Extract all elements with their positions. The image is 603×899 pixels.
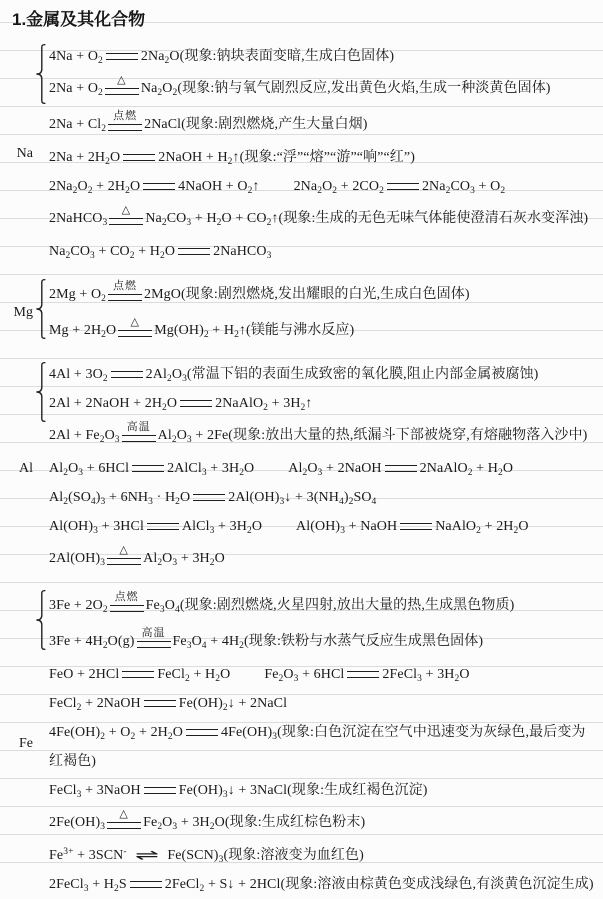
equation-text: $Na_2CO_3 + H_2O$ + $CO_2↑$(现象:生成的无色无味气体能使澄清石灰水变浑浊): [145, 211, 589, 228]
double-line-equals-icon: [106, 53, 138, 60]
equation-row: [49, 660, 597, 689]
conditioned-equals: [107, 544, 141, 565]
equation-text: $2Al_2O_3$(常温下铝的表面生成致密的氧化膜,阻止内部金属被腐蚀): [145, 367, 539, 384]
equation-row: [49, 718, 597, 776]
group-label: Mg: [13, 305, 33, 320]
equation-text: NaAlO$_2$ + $2H_2O$: [435, 519, 529, 536]
equation-text: 2FeCl$_3$ + $H_2S$: [49, 877, 127, 894]
equation-text: $Al_2O_3 + 3H_2O$: [143, 551, 225, 568]
equation-text: FeCl$_3$ + 3NaOH: [49, 783, 141, 800]
page-title: 1.金属及其化合物: [12, 10, 146, 29]
conditioned-equals: [137, 627, 171, 648]
equation-row: [49, 277, 597, 313]
equation-text: $3Fe + 4H_2O(g)$: [49, 634, 135, 651]
equation-text: 2NaHCO$_3$: [213, 244, 272, 261]
double-line-equals-icon: [122, 435, 156, 442]
equation-text: 2NaCl(现象:剧烈燃烧,产生大量白烟): [144, 117, 368, 132]
equation-text: $2Na + 2H_2O$: [49, 150, 121, 167]
conditioned-equals: [108, 110, 142, 131]
double-line-equals-icon: [144, 700, 176, 707]
equation-text: $2Na + Cl_2$: [49, 117, 107, 134]
equation-row: [49, 588, 597, 624]
equation-text: FeCl$_2$ + $H_2O$: [157, 667, 231, 684]
equation-text: $Al_2(SO_4)_3 + 6NH_3 \cdot H_2O$: [49, 490, 191, 507]
equation-text: 2NaHCO$_3$: [49, 211, 108, 228]
conditioned-equals: [108, 280, 142, 301]
double-line-equals-icon: [108, 124, 142, 131]
conditioned-equals: [107, 808, 141, 829]
double-line-equals-icon: [132, 465, 164, 472]
group-label: Al: [19, 460, 33, 476]
double-line-equals-icon: [111, 371, 143, 378]
equation-text: $Fe(OH)_2↓$ + 2NaCl: [178, 696, 288, 713]
equation-text: $2Al(OH)_3$: [49, 551, 106, 568]
sections-container: [10, 42, 597, 899]
equation-text: $4Na + O_2$: [49, 49, 103, 66]
equation-row: [49, 143, 597, 172]
double-line-equals-icon: [109, 218, 143, 225]
section-mg: [10, 277, 597, 349]
double-line-equals-icon: [108, 294, 142, 301]
equation-row: [49, 42, 597, 71]
double-line-equals-icon: [122, 671, 154, 678]
equation-text: $4Fe(OH)_2 + O_2 + 2H_2O$: [49, 725, 183, 742]
equation-text: $Al_2O_3 + 2Fe$(现象:放出大量的热,纸漏斗下部被烧穿,有熔融物落入沙中): [157, 428, 588, 445]
conditioned-equals: [110, 591, 144, 612]
double-line-equals-icon: [193, 494, 225, 501]
equation-text: $2Na_2O_2 + 2H_2O$: [49, 179, 141, 196]
section-fe: [10, 588, 597, 899]
equation-text: $2Fe(OH)_3$: [49, 815, 106, 832]
equation-text: $Al(OH)_3 + 3HCl$: [49, 519, 144, 536]
equation-rows: [46, 277, 597, 349]
section-side: [10, 277, 46, 349]
reaction-condition-label: △: [130, 316, 140, 329]
equation-text: $Mg(OH)_2$ + $H_2↑$(镁能与沸水反应): [154, 323, 355, 340]
equation-text: 2FeCl$_2$ + S↓ + 2HCl(现象:溶液由棕黄色变成浅绿色,有淡黄色沉淀生成): [164, 877, 594, 894]
equation-text: $2Na + O_2$: [49, 81, 103, 98]
equation-row: [49, 624, 597, 660]
equation-row: [49, 201, 597, 237]
equation-text: $Fe_3O_4 + 4H_2$(现象:铁粉与水蒸气反应生成黑色固体): [172, 634, 484, 651]
equation-text: $Mg + 2H_2O$: [49, 323, 117, 340]
reaction-condition-label: 高温: [126, 421, 151, 434]
equation-text: $Al_2O_3 + 6HCl$: [49, 461, 130, 478]
conditioned-equals: [105, 74, 139, 95]
double-line-equals-icon: [385, 465, 417, 472]
equation-row: [49, 71, 597, 107]
double-line-equals-icon: [400, 523, 432, 530]
conditioned-equals: [118, 316, 152, 337]
equation-text: AlCl$_3$ + $3H_2O$: [181, 519, 263, 536]
section-side: [10, 360, 46, 577]
equation-row: [49, 389, 597, 418]
left-curly-brace-icon: [34, 44, 46, 104]
double-line-equals-icon: [387, 183, 419, 190]
equation-text: $2Na_2CO_3 + O_2$: [421, 179, 506, 196]
equilibrium-arrows-icon: ⇌: [134, 846, 160, 864]
section-side: [10, 42, 46, 266]
section-na: [10, 42, 597, 266]
equation-text: $4Al + 3O_2$: [49, 367, 108, 384]
equation-text: $Al_2O_3$ + 2NaOH: [288, 461, 382, 478]
double-line-equals-icon: [137, 641, 171, 648]
equation-text: $3Fe + 2O_2$: [49, 598, 108, 615]
equation-rows: [46, 360, 597, 577]
reaction-condition-label: △: [119, 808, 129, 821]
double-line-equals-icon: [178, 248, 210, 255]
equation-row: [49, 870, 597, 899]
left-curly-brace-icon: [34, 279, 46, 339]
equation-text: $2Mg + O_2$: [49, 287, 107, 304]
double-line-equals-icon: [107, 822, 141, 829]
equation-rows: [46, 42, 597, 266]
equation-row: [49, 776, 597, 805]
equation-row: [49, 805, 597, 841]
group-label: Fe: [19, 735, 33, 751]
equation-text: 2FeCl$_3$ + $3H_2O$: [382, 667, 470, 684]
reaction-condition-label: △: [119, 544, 129, 557]
equation-text: 2AlCl$_3$ + $3H_2O$: [167, 461, 255, 478]
equation-text: $Fe^{3+} + 3SCN^-$: [49, 847, 127, 863]
double-line-equals-icon: [130, 881, 162, 888]
equation-text: 2Al + 2NaOH + $2H_2O$: [49, 396, 178, 413]
equation-row: [49, 483, 597, 512]
section-al: [10, 360, 597, 577]
equation-text: $Al(OH)_3$ + NaOH: [296, 519, 398, 536]
equation-text: $Na_2O_2$(现象:钠与氧气剧烈反应,发出黄色火焰,生成一种淡黄色固体): [140, 81, 551, 98]
double-line-equals-icon: [107, 558, 141, 565]
reaction-condition-label: 点燃: [113, 280, 138, 293]
equation-text: $Fe_3O_4$(现象:剧烈燃烧,火星四射,放出大量的热,生成黑色物质): [145, 598, 515, 615]
equation-text: $Na_2CO_3 + CO_2 + H_2O$: [49, 244, 176, 261]
equation-text: $2Al + Fe_2O_3$: [49, 428, 120, 445]
equation-text: $2Al(OH)_3↓ + 3(NH_4)_2SO_4$: [228, 490, 377, 507]
equation-text: FeCl$_2$ + 2NaOH: [49, 696, 141, 713]
double-line-equals-icon: [110, 605, 144, 612]
left-curly-brace-icon: [34, 590, 46, 650]
equation-text: $Fe(SCN)_3$(现象:溶液变为血红色): [167, 848, 364, 865]
equation-row: [49, 689, 597, 718]
double-line-equals-icon: [180, 400, 212, 407]
conditioned-equals: [109, 204, 143, 225]
double-line-equals-icon: [144, 787, 176, 794]
reaction-condition-label: △: [121, 204, 132, 217]
reaction-condition-label: 点燃: [114, 591, 139, 604]
double-line-equals-icon: [143, 183, 175, 190]
conditioned-equals: [122, 421, 156, 442]
equation-row: [49, 541, 597, 577]
equation-row: [49, 360, 597, 389]
equation-row: [49, 454, 597, 483]
equation-text: $4Fe(OH)_3$(现象:白色沉淀在空气中迅速变为灰绿色,最后变为红褐色): [49, 725, 586, 769]
equation-text: 2NaOH + $H_2↑$(现象:“浮”“熔”“游”“响”“红”): [158, 150, 415, 167]
reaction-condition-label: 高温: [141, 627, 166, 640]
equation-row: [49, 841, 597, 870]
group-label: Na: [16, 146, 33, 161]
equation-text: $Fe_2O_3 + 3H_2O$(现象:生成红棕色粉末): [143, 815, 366, 832]
equation-row: [49, 172, 597, 201]
equation-row: [49, 512, 597, 541]
equation-text: 4NaOH + $O_2↑$: [178, 179, 260, 196]
equation-row: [49, 313, 597, 349]
equation-text: 2MgO(现象:剧烈燃烧,发出耀眼的白光,生成白色固体): [144, 287, 470, 302]
reaction-condition-label: 点燃: [113, 110, 138, 123]
double-line-equals-icon: [118, 330, 152, 337]
equation-text: 2NaAlO$_2$ + $H_2O$: [419, 461, 514, 478]
double-line-equals-icon: [347, 671, 379, 678]
equation-text: $2Na_2O$(现象:钠块表面变暗,生成白色固体): [140, 49, 395, 66]
equation-row: [49, 418, 597, 454]
equation-text: $Fe_2O_3 + 6HCl$: [264, 667, 345, 684]
double-line-equals-icon: [186, 729, 218, 736]
double-line-equals-icon: [147, 523, 179, 530]
equation-row: [49, 107, 597, 143]
section-side: [10, 588, 46, 899]
equation-text: 2NaAlO$_2$ + $3H_2↑$: [215, 396, 313, 413]
double-line-equals-icon: [105, 88, 139, 95]
left-curly-brace-icon: [34, 362, 46, 422]
equation-text: FeO + 2HCl: [49, 667, 120, 682]
reaction-condition-label: △: [117, 74, 127, 87]
equation-row: [49, 237, 597, 266]
equation-text: $Fe(OH)_3↓$ + 3NaCl(现象:生成红褐色沉淀): [178, 783, 428, 800]
equation-rows: [46, 588, 597, 899]
equation-text: $2Na_2O_2 + 2CO_2$: [293, 179, 384, 196]
double-line-equals-icon: [123, 154, 155, 161]
